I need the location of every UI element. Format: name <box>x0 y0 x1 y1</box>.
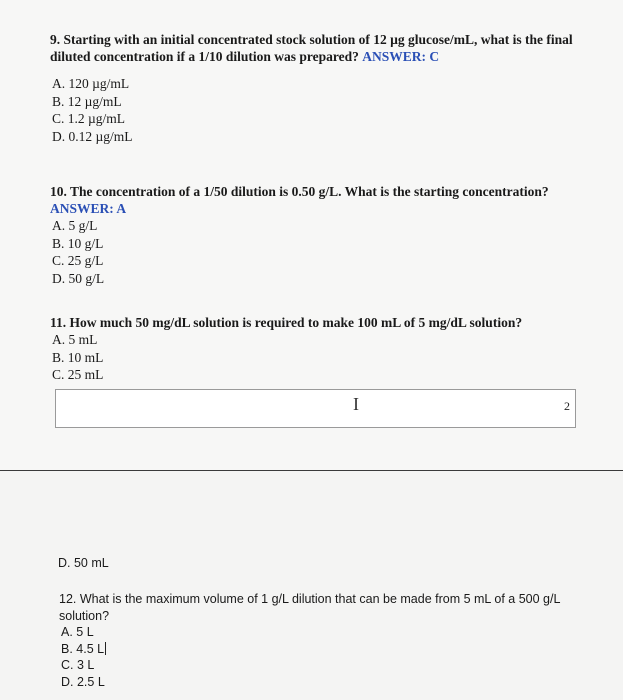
question-9-option-d: D. 0.12 µg/mL <box>52 128 133 144</box>
question-11-option-b: B. 10 mL <box>52 349 104 365</box>
question-10-option-b: B. 10 g/L <box>52 235 104 251</box>
question-12-option-b <box>61 641 569 658</box>
question-11-option-c: C. 25 mL <box>52 367 104 382</box>
question-9-answer: ANSWER: C <box>362 49 440 64</box>
question-10-option-c: C. 25 g/L <box>52 253 104 268</box>
question-11-option-a: A. 5 mL <box>52 332 98 347</box>
question-10-option-a: A. 5 g/L <box>52 218 98 233</box>
question-10 <box>50 183 610 287</box>
text-insertion-cursor-icon <box>105 642 106 655</box>
question-11-option-d: D. 50 mL <box>58 556 109 570</box>
text-cursor-icon: I <box>353 394 359 414</box>
question-12 <box>59 590 569 690</box>
page-number: 2 <box>564 399 570 413</box>
question-11 <box>50 314 610 384</box>
question-9-option-c: C. 1.2 µg/mL <box>52 111 126 126</box>
question-11-stem: 11. How much 50 mg/dL solution is required to make 100 mL of 5 mg/dL solution? <box>50 315 523 330</box>
question-9-stem: 9. Starting with an initial concentrated stock solution of 12 µg glucose/mL, what is the final diluted concentration if a 1/10 dilution was prepared? <box>50 32 573 64</box>
question-12-option-c: C. 3 L <box>61 658 95 672</box>
question-9 <box>50 31 575 145</box>
question-9-option-b: B. 12 µg/mL <box>52 93 122 109</box>
question-12-option-a: A. 5 L <box>61 625 94 639</box>
question-9-option-a: A. 120 µg/mL <box>52 76 130 91</box>
question-10-answer: ANSWER: A <box>50 201 127 216</box>
question-10-option-d: D. 50 g/L <box>52 270 105 286</box>
question-12-stem: 12. What is the maximum volume of 1 g/L dilution that can be made from 5 mL of a 500 g/L solution? <box>59 592 560 623</box>
answer-input-box[interactable] <box>55 389 576 428</box>
question-12-option-d: D. 2.5 L <box>61 674 105 689</box>
question-10-stem: 10. The concentration of a 1/50 dilution is 0.50 g/L. What is the starting concentration? <box>50 184 549 199</box>
question-12-option-b-label: B. 4.5 L <box>61 641 105 656</box>
